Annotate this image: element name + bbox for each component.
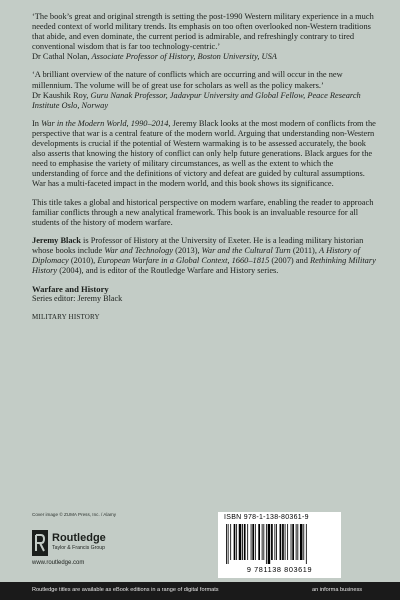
subject-category: MILITARY HISTORY bbox=[32, 313, 100, 322]
barcode-bar bbox=[282, 524, 284, 560]
book-summary: This title takes a global and historical perspective on modern warfare, enabling the reader to approach familiar conflicts through a new analytical framework. This book is an invaluable resource for all students of the history of modern warfare. bbox=[32, 197, 374, 227]
author-book-4: European Warfare in a Global Context, 1660–1815 bbox=[97, 255, 270, 265]
isbn-digits: 9 781138 803619 bbox=[246, 565, 313, 574]
barcode-icon bbox=[224, 524, 335, 564]
barcode-bar bbox=[285, 524, 286, 560]
barcode-bar bbox=[244, 524, 246, 560]
isbn-label: ISBN 978-1-138-80361-9 bbox=[224, 514, 309, 521]
barcode-bar bbox=[266, 524, 267, 564]
author-bio-text-2: (2013), bbox=[173, 245, 202, 255]
publisher-name: Routledge bbox=[52, 532, 106, 544]
ebook-note: Routledge titles are available as eBook editions in a range of digital formats bbox=[32, 587, 219, 593]
barcode-bar bbox=[230, 524, 231, 560]
quote-2-name: Dr Kaushik Roy, bbox=[32, 90, 89, 100]
quote-2-role: Guru Nanak Professor, Jadavpur University and Global Fellow, Peace Research Institute Oslo, Norway bbox=[32, 90, 361, 110]
quote-1-role: Associate Professor of History, Boston University, USA bbox=[91, 52, 277, 62]
author-bio-text-3: (2011), bbox=[290, 245, 320, 255]
author-bio-text-5: (2007) and bbox=[269, 255, 310, 265]
series-title: Warfare and History bbox=[32, 284, 109, 295]
barcode-bar bbox=[300, 524, 303, 560]
barcode-bar bbox=[276, 524, 277, 560]
quote-1-attribution bbox=[32, 52, 376, 62]
quote-1-text: ‘The book’s great and original strength is setting the post-1990 Western military experience in a much needed context of world military trends. Its emphasis on too often overlooked non-Western traditions that abide, and even dominate, the current period is admirable, and refreshingly contrary to tired conventional wisdom that is far too technology-centric.’ bbox=[32, 12, 374, 52]
barcode-bar bbox=[274, 524, 275, 560]
barcode-bar bbox=[292, 524, 294, 560]
routledge-logo-icon bbox=[32, 530, 48, 556]
barcode-bar bbox=[262, 524, 263, 560]
book-description bbox=[32, 119, 376, 190]
barcode-bar bbox=[297, 524, 298, 560]
author-bio bbox=[32, 236, 376, 276]
barcode-bar bbox=[258, 524, 260, 560]
barcode-bar bbox=[252, 524, 254, 560]
barcode-bar bbox=[239, 524, 242, 560]
barcode-bar bbox=[271, 524, 273, 560]
quote-2-attribution bbox=[32, 91, 376, 111]
barcode-bar bbox=[251, 524, 252, 560]
description-lead-in: In bbox=[32, 118, 39, 128]
author-name: Jeremy Black bbox=[32, 235, 81, 245]
author-bio-text-6: (2004), and is editor of the Routledge Warfare and History series. bbox=[57, 266, 279, 276]
publisher-url[interactable]: www.routledge.com bbox=[32, 560, 85, 566]
quote-1 bbox=[32, 12, 376, 62]
author-bio-text-4: (2010), bbox=[68, 255, 98, 265]
barcode-bar bbox=[228, 524, 229, 564]
barcode-bar bbox=[291, 524, 292, 560]
barcode-bar bbox=[280, 524, 282, 560]
barcode-bar bbox=[306, 524, 307, 564]
author-bio-text-1: is Professor of History at the University of Exeter. He is a leading military historian whose books include bbox=[32, 235, 364, 255]
quote-1-name: Dr Cathal Nolan, bbox=[32, 52, 90, 62]
publisher-block bbox=[32, 528, 172, 566]
barcode-bar bbox=[234, 524, 236, 560]
barcode-bar bbox=[247, 524, 248, 560]
author-book-3: A History of Diplomacy bbox=[32, 245, 360, 265]
publisher-group: Taylor & Francis Group bbox=[52, 545, 106, 551]
barcode-bar bbox=[226, 524, 227, 564]
barcode-bar bbox=[255, 524, 256, 560]
quote-2 bbox=[32, 70, 376, 110]
footer-bar bbox=[0, 582, 400, 600]
series-editor: Series editor: Jeremy Black bbox=[32, 294, 123, 304]
barcode-bar bbox=[242, 524, 243, 560]
barcode-bar bbox=[268, 524, 271, 564]
author-book-5: Rethinking Military History bbox=[32, 255, 376, 276]
barcode-bar bbox=[236, 524, 237, 560]
author-book-2: War and the Cultural Turn bbox=[201, 245, 291, 255]
description-body: , Jeremy Black looks at the most modern of conflicts from the perspective that war is a central feature of the modern world. Arguing that understanding non-Western developments is crucial if the potential of Western warmaking is to be assessed accurately, the book also asserts that knowing the history of conflict can only help future generations. Black argues for the need to emphasise the variety of military circumstances, as well as the extent to which the understanding of force and the definitions of victory and defeat are guided by cultural assumptions. War has a multi-faceted impact in the modern world, and this book shows its significance. bbox=[32, 118, 376, 189]
barcode-bar bbox=[287, 524, 288, 560]
barcode-bar bbox=[303, 524, 304, 560]
barcode-bar bbox=[263, 524, 264, 560]
description-book-title: War in the Modern World, 1990–2014 bbox=[41, 118, 169, 128]
quote-2-text: ‘A brilliant overview of the nature of conflicts which are occurring and will occur in the new millennium. The volume will be of great use for scholars as well as the policy makers.’ bbox=[32, 70, 343, 90]
author-book-1: War and Technology bbox=[104, 245, 174, 255]
back-cover-text bbox=[32, 12, 376, 330]
informa-tagline: an informa business bbox=[312, 587, 363, 593]
cover-credit: Cover image © ZUMA Press, Inc. / Alamy bbox=[32, 512, 117, 517]
barcode-bar bbox=[296, 524, 297, 560]
isbn-barcode bbox=[218, 512, 341, 578]
